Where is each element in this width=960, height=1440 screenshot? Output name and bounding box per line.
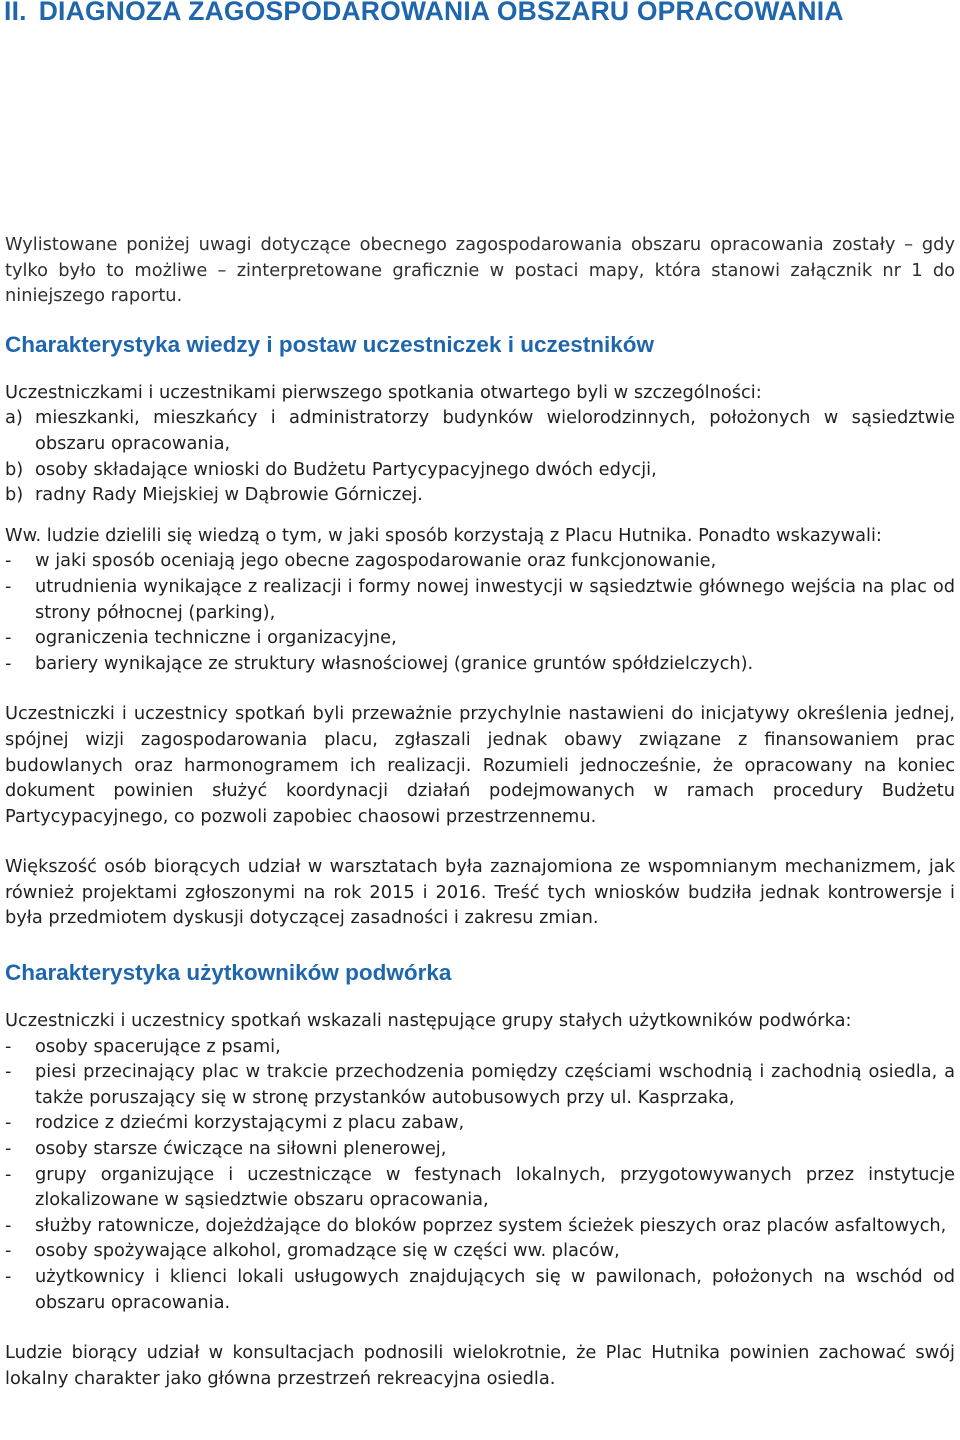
section-title-users: Charakterystyka użytkowników podwórka xyxy=(5,960,452,986)
section1-lead2: Ww. ludzie dzielili się wiedzą o tym, w jaki sposób korzystają z Placu Hutnika. Ponadto wskazywali: xyxy=(5,524,882,546)
chapter-heading xyxy=(4,0,844,27)
list-item xyxy=(5,1110,955,1136)
list-marker: - xyxy=(5,575,12,597)
list-item-text: bariery wynikające ze struktury własnościowej (granice gruntów spółdzielczych). xyxy=(35,652,754,674)
list-item-text: radny Rady Miejskiej w Dąbrowie Górniczej. xyxy=(35,484,423,506)
list-item xyxy=(5,574,955,625)
list-item xyxy=(5,405,955,456)
list-item xyxy=(5,1238,955,1264)
section1-lead: Uczestniczkami i uczestnikami pierwszego spotkania otwartego byli w szczególności: xyxy=(5,381,762,403)
document-body xyxy=(5,232,955,1391)
list-item xyxy=(5,548,955,574)
list-item xyxy=(5,1136,955,1162)
list-item-text: osoby spacerujące z psami, xyxy=(35,1035,281,1057)
list-item xyxy=(5,1059,955,1110)
list-item-text: osoby spożywające alkohol, gromadzące się w części ww. placów, xyxy=(35,1240,620,1262)
list-marker: - xyxy=(5,1035,12,1057)
list-item-text: użytkownicy i klienci lokali usługowych znajdujących się w pawilonach, położonych na wschód od obszaru opracowania. xyxy=(35,1266,955,1313)
list-marker: - xyxy=(5,1112,12,1134)
list-item xyxy=(5,482,955,508)
chapter-number: II. xyxy=(4,0,27,26)
list-item-text: utrudnienia wynikające z realizacji i formy nowej inwestycji w sąsiedztwie głównego wejścia na plac od strony północnej (parking), xyxy=(35,575,955,623)
list-item-text: w jaki sposób oceniają jego obecne zagospodarowanie oraz funkcjonowanie, xyxy=(35,550,717,572)
list-marker: - xyxy=(5,1061,12,1083)
list-marker: - xyxy=(5,1266,12,1287)
list-item xyxy=(5,1264,955,1315)
observations-list xyxy=(5,548,955,676)
list-marker: - xyxy=(5,1214,12,1236)
list-item xyxy=(5,1213,955,1239)
list-marker: - xyxy=(5,1240,12,1262)
list-marker: - xyxy=(5,627,12,649)
list-marker: b) xyxy=(5,484,24,506)
list-item-text: osoby starsze ćwiczące na siłowni plenerowej, xyxy=(35,1138,447,1160)
users-list xyxy=(5,1034,955,1316)
section2-lead: Uczestniczki i uczestnicy spotkań wskazali następujące grupy stałych użytkowników podwórka: xyxy=(5,1010,852,1032)
list-marker: - xyxy=(5,550,12,572)
participants-list xyxy=(5,405,955,507)
list-marker: - xyxy=(5,1163,12,1185)
list-item xyxy=(5,651,955,677)
list-item-text: mieszkanki, mieszkańcy i administratorzy budynków wielorodzinnych, położonych w sąsiedztwie obszaru opracowania, xyxy=(35,407,955,454)
list-item xyxy=(5,457,955,483)
intro-paragraph: Wylistowane poniżej uwagi dotyczące obecnego zagospodarowania obszaru opracowania zostały – gdy tylko było to możliwe – zinterpretowane graficznie w postaci mapy, która stanowi załącznik nr 1 do niniejszego raportu. xyxy=(5,234,955,307)
list-marker: b) xyxy=(5,458,24,480)
section1-paragraph: Uczestniczki i uczestnicy spotkań byli przeważnie przychylnie nastawieni do inicjatywy określenia jednej, spójnej wizji zagospodarowania placu, zgłaszali jednak obawy związane z finansowaniem prac budowlanych oraz harmonogramem ich realizacji. Rozumieli jednocześnie, że opracowany na koniec dokument powinien służyć koordynacji działań podejmowanych w ramach procedury Budżetu Partycypacyjnego, co pozwoli zapobiec chaosowi przestrzennemu. xyxy=(5,703,955,827)
list-marker: - xyxy=(5,1138,12,1160)
list-item-text: służby ratownicze, dojeżdżające do bloków poprzez system ścieżek pieszych oraz placów asfaltowych, xyxy=(35,1214,947,1236)
list-item-text: piesi przecinający plac w trakcie przechodzenia pomiędzy częściami wschodnią i zachodnią osiedla, a także poruszający się w stronę przystanków autobusowych przy ul. Kasprzaka, xyxy=(35,1061,955,1108)
list-marker: a) xyxy=(5,407,23,429)
chapter-title: DIAGNOZA ZAGOSPODAROWANIA OBSZARU OPRACOWANIA xyxy=(38,0,844,26)
list-item-text: ograniczenia techniczne i organizacyjne, xyxy=(35,627,397,649)
section2-paragraph: Ludzie biorący udział w konsultacjach podnosili wielokrotnie, że Plac Hutnika powinien zachować swój lokalny charakter jako główna przestrzeń rekreacyjna osiedla. xyxy=(5,1342,955,1389)
section1-paragraph: Większość osób biorących udział w warsztatach była zaznajomiona ze wspomnianym mechanizmem, jak również projektami zgłoszonymi na rok 2015 i 2016. Treść tych wniosków budziła jednak kontrowersje i była przedmiotem dyskusji dotyczącej zasadności i zakresu zmian. xyxy=(5,856,955,929)
list-item xyxy=(5,1034,955,1060)
list-item-text: grupy organizujące i uczestniczące w festynach lokalnych, przygotowywanych przez instytucje zlokalizowane w sąsiedztwie obszaru opracowania, xyxy=(35,1163,955,1211)
list-marker: - xyxy=(5,652,12,674)
list-item-text: osoby składające wnioski do Budżetu Partycypacyjnego dwóch edycji, xyxy=(35,458,657,480)
list-item xyxy=(5,1162,955,1213)
list-item-text: rodzice z dziećmi korzystającymi z placu zabaw, xyxy=(35,1112,465,1134)
list-item xyxy=(5,625,955,651)
section-title-knowledge: Charakterystyka wiedzy i postaw uczestniczek i uczestników xyxy=(5,331,654,357)
